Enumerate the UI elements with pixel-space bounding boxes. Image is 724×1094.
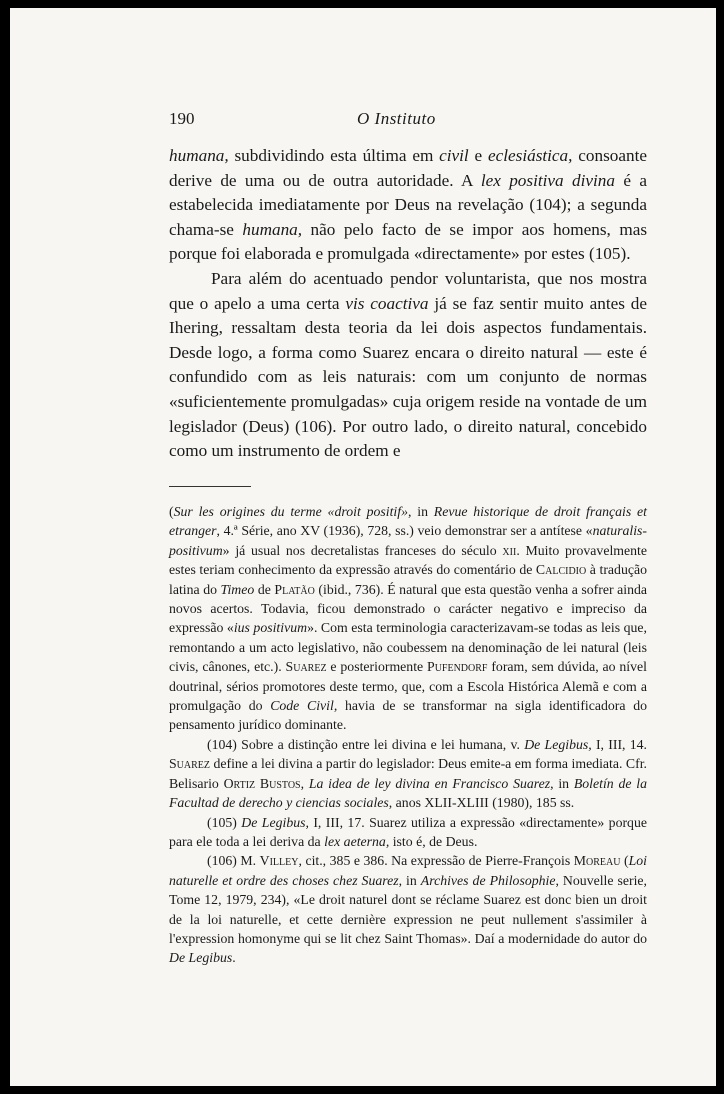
text-run: isto é, de Deus. — [389, 833, 478, 849]
text-run: , Nouvelle serie, Tome 12, 1979, 234), «Le droit naturel dont se réclame Suarez est donc bien un droit de la loi naturelle, et cette dernière expression ne peut nullement s'assimiler à l'expression homonyme qui se lit chez Saint Thomas». Daí a modernidade do autor do — [169, 872, 647, 946]
paragraph-2 — [169, 267, 647, 464]
text-run: , in — [398, 872, 421, 888]
text-run: humana, — [242, 219, 303, 239]
footnote-104 — [169, 735, 647, 813]
text-run: Moreau — [573, 853, 621, 869]
running-title: O Instituto — [357, 109, 436, 128]
text-run: à tradução latina do — [169, 562, 647, 597]
text-run: Villey — [259, 853, 299, 869]
text-run: consoante derive de uma ou de outra autoridade. A — [169, 146, 647, 190]
footnote-106 — [169, 851, 647, 967]
text-run: naturalis-positivum — [169, 523, 647, 558]
text-run: é a estabelecida imediatamente por Deus na revelação (104); a segunda chama-se — [169, 170, 647, 239]
text-run: De Legibus, — [241, 814, 309, 830]
text-run: , cit., 385 e 386. Na expressão de Pierre-François — [298, 853, 574, 869]
text-run: . — [232, 950, 236, 966]
text-run: I, III, 17. Suarez utiliza a expressão «directamente» porque para ele toda a lei deriva da — [169, 814, 647, 849]
text-run: e posteriormente — [326, 659, 428, 675]
text-run: , in — [550, 775, 574, 791]
text-run: Platão — [274, 581, 315, 597]
text-run: Ortiz Bustos — [223, 775, 301, 791]
text-run: subdividindo esta última em — [228, 146, 440, 165]
footnote-105 — [169, 813, 647, 852]
footnotes — [169, 502, 647, 968]
book-page — [10, 8, 716, 1086]
text-run: I, III, 14. — [591, 736, 648, 752]
text-run: La idea de ley divina en Francisco Suarez — [308, 775, 551, 791]
text-run: Archives de Philosophie — [420, 872, 556, 888]
text-run: De Legibus — [169, 950, 233, 966]
text-run: Para além do acentuado pendor voluntarista, que nos mostra que o apelo a uma certa — [169, 268, 647, 313]
text-run: Timeo — [220, 581, 255, 597]
text-run: Loi naturelle et ordre des choses chez Suarez — [169, 853, 647, 888]
text-run: » já usual nos decretalistas franceses do século — [222, 542, 503, 558]
page-header — [169, 109, 649, 135]
text-run: lex aeterna, — [324, 833, 390, 849]
text-run: vis coactiva — [345, 293, 429, 313]
text-run: , — [300, 775, 309, 791]
text-run: (104) Sobre a distinção entre lei divina e lei humana, v. — [207, 736, 525, 752]
text-run: , in — [407, 504, 434, 519]
text-run: (106) M. — [207, 853, 260, 869]
text-run: (105) — [207, 814, 242, 830]
text-run: , 4.ª Série, ano XV (1936), 728, ss.) veio demonstrar ser a antítese « — [216, 523, 593, 539]
text-run: xii — [502, 542, 517, 558]
text-run: Revue historique de droit français et etranger — [169, 504, 647, 539]
text-run: De Legibus, — [524, 736, 592, 752]
text-run: Pufendorf — [427, 659, 488, 675]
text-run: Sur les origines du terme «droit positif» — [173, 504, 408, 519]
text-run: , anos XLII-XLIII (1980), 185 ss. — [388, 795, 575, 811]
text-run: e — [468, 146, 488, 165]
text-run: ». Com esta terminologia caracterizavam-se todas as leis que, remontando a um acto legislativo, não coubessem na denominação de lei natural (leis civis, cânones, etc.). — [169, 620, 647, 675]
text-run: já se faz sentir muito antes de Ihering, ressaltam desta teoria da lei dois aspectos fundamentais. Desde logo, a forma como Suarez encara o direito natural — este é confundido com as leis naturais: com um conjunto de normas «suficientemente promulgadas» cuja origem reside na vontade de um legislador (Deus) (106). Por outro lado, o direito natural, concebido como um instrumento de ordem e — [169, 293, 647, 461]
text-run: Calcidio — [535, 562, 587, 578]
text-run: (ibid., 736). É natural que esta questão venha a sofrer ainda novos acertos. Todavia, ficou demonstrado o carácter negativo e impreciso da expressão « — [169, 581, 647, 636]
text-run: eclesiástica, — [487, 146, 573, 165]
text-run: Suarez — [169, 756, 211, 772]
text-run: de — [254, 581, 275, 597]
text-run: define a lei divina a partir do legislador: Deus emite-a em forma imediata. Cfr. Belisario — [169, 756, 647, 791]
text-run: ius positivum — [233, 620, 308, 636]
text-run: havia de se transformar na sigla identificadora do pensamento jurídico dominante. — [169, 698, 647, 733]
page-number: 190 — [169, 109, 195, 128]
text-run: Boletín de la Facultad de derecho y ciencias sociales — [169, 775, 647, 811]
footnote-continuation — [169, 502, 647, 735]
text-run: ( — [169, 504, 174, 519]
text-run: . Muito provavelmente estes teriam conhecimento da expressão através do comentário de — [169, 542, 647, 578]
text-run: não pelo facto de se impor aos homens, mas porque foi elaborada e promulgada «directamente» por estes (105). — [169, 219, 648, 264]
text-run: civil — [439, 146, 469, 165]
main-text — [169, 144, 647, 464]
text-run: Code Civil, — [270, 698, 338, 714]
text-run: foram, sem dúvida, ao nível doutrinal, sérios promotores deste termo, que, com a Escola Histórica Alemã e com a promulgação do — [169, 659, 647, 714]
text-run: ( — [620, 853, 629, 869]
text-run: lex positiva divina — [480, 170, 615, 190]
text-run: humana, — [169, 146, 229, 165]
text-run: Suarez — [285, 659, 327, 675]
footnote-separator — [169, 486, 251, 487]
paragraph-1 — [169, 144, 647, 267]
